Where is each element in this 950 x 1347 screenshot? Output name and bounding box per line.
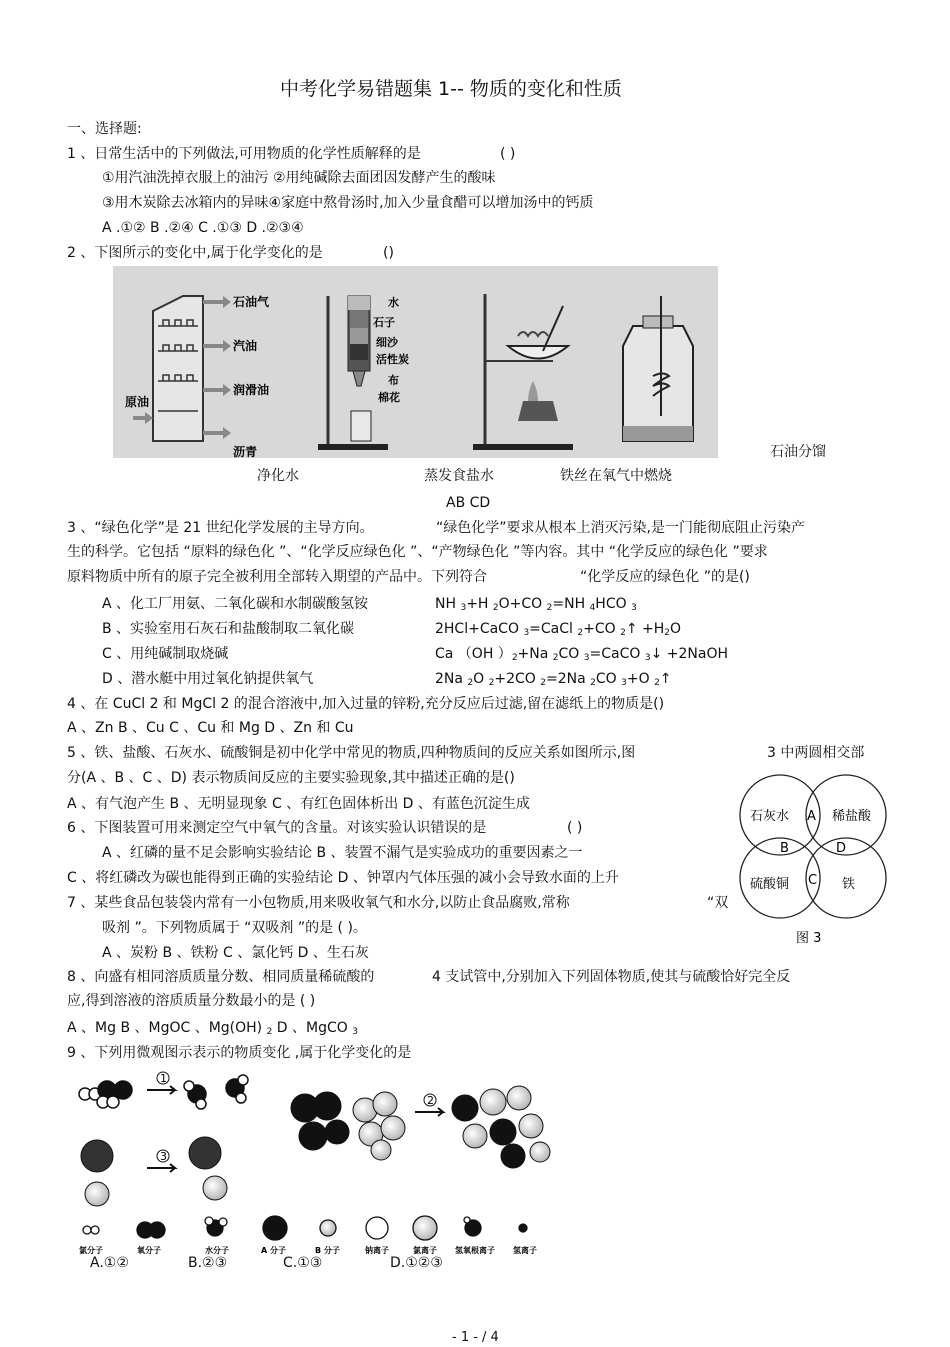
q9-option-c: C.①③ bbox=[283, 1255, 323, 1271]
q2-letters: AB CD bbox=[446, 495, 491, 511]
q9-figure bbox=[75, 1068, 555, 1278]
label-activated-carbon: 活性炭 bbox=[376, 353, 409, 366]
label-gasoline: 汽油 bbox=[233, 339, 258, 353]
q1-stem: 1 、日常生活中的下列做法,可用物质的化学性质解释的是 bbox=[67, 146, 421, 162]
venn-iron: 铁 bbox=[842, 877, 856, 892]
q3-option-b: B 、实验室用石灰石和盐酸制取二氧化碳 bbox=[102, 621, 355, 637]
legend-hydrogen-ion: 氢离子 bbox=[513, 1246, 537, 1255]
q2-stem: 2 、下图所示的变化中,属于化学变化的是 bbox=[67, 245, 323, 261]
q8-options-b: D 、MgCO bbox=[276, 1020, 348, 1036]
legend-water-molecule: 水分子 bbox=[205, 1246, 229, 1255]
q9-option-b: B.②③ bbox=[188, 1255, 228, 1271]
label-cotton: 棉花 bbox=[378, 391, 400, 404]
q4-options: A 、Zn B 、Cu C 、Cu 和 Mg D 、Zn 和 Cu bbox=[67, 720, 354, 736]
q8-options: A 、Mg B 、MgOC 、Mg(OH) $_2$ D 、MgCO $_3$ bbox=[67, 1020, 358, 1037]
q3-line1b: “绿色化学”要求从根本上消灭污染,是一门能彻底阻止污染产 bbox=[436, 520, 805, 536]
q2-caption-iron-burning: 铁丝在氧气中燃烧 bbox=[560, 468, 672, 484]
venn-caption: 图 3 bbox=[796, 931, 822, 946]
q3-line2: 生的科学。它包括 “原料的绿色化 ”、“化学反应绿色化 ”、“产物绿色化 ”等内容。其中 “化学反应的绿色化 ”要求 bbox=[67, 544, 768, 560]
q2-caption-water: 净化水 bbox=[257, 468, 299, 484]
q3-line3a: 原料物质中所有的原子完全被利用全部转入期望的产品中。下列符合 bbox=[67, 569, 487, 585]
q3-eq-d: 2Na $_2$O $_2$+2CO $_2$=2Na $_2$CO $_3$+O $_2$↑ bbox=[435, 671, 672, 688]
q9-option-a: A.①② bbox=[90, 1255, 129, 1271]
q3-option-a: A 、化工厂用氨、二氧化碳和水制碳酸氢铵 bbox=[102, 596, 369, 612]
label-cloth: 布 bbox=[388, 374, 399, 387]
q1-options: A .①② B .②④ C .①③ D .②③④ bbox=[102, 220, 304, 236]
q3-eq-b: 2HCl+CaCO $_3$=CaCl $_2$+CO $_2$↑ $+H_2O$ bbox=[435, 621, 682, 638]
legend-chloride-ion: 氯离子 bbox=[413, 1246, 437, 1255]
section-heading: 一、选择题: bbox=[67, 121, 142, 137]
q3-eq-c: Ca （OH ）$_2+Na$ $_2$CO $_3$=CaCO $_3$↓ +2NaOH bbox=[435, 646, 728, 663]
q8-options-a: A 、Mg B 、MgOC 、Mg(OH) bbox=[67, 1020, 263, 1036]
legend-sodium-ion: 钠离子 bbox=[365, 1246, 389, 1255]
label-water: 水 bbox=[388, 296, 399, 309]
q6-paren: ( ) bbox=[567, 820, 583, 836]
q8-line2: 应,得到溶液的溶质质量分数最小的是 ( ) bbox=[67, 993, 316, 1009]
legend-a-molecule: A 分子 bbox=[261, 1246, 286, 1255]
q5-venn-figure bbox=[738, 768, 913, 948]
label-fine-sand: 细沙 bbox=[376, 336, 398, 349]
label-crude-oil: 原油 bbox=[125, 395, 150, 409]
q7-options: A 、炭粉 B 、铁粉 C 、氯化钙 D 、生石灰 bbox=[102, 945, 369, 961]
q7-line1b: “双 bbox=[707, 895, 729, 911]
q6-options-ab: A 、红磷的量不足会影响实验结论 B 、装置不漏气是实验成功的重要因素之一 bbox=[102, 845, 583, 861]
label-lubricant: 润滑油 bbox=[233, 383, 270, 397]
legend-chlorine-molecule: 氯分子 bbox=[79, 1246, 103, 1255]
venn-part-a: A bbox=[807, 809, 816, 824]
q1-line2: ③用木炭除去冰箱内的异味④家庭中熬骨汤时,加入少量食醋可以增加汤中的钙质 bbox=[102, 195, 594, 211]
q2-figure bbox=[113, 266, 718, 458]
legend-b-molecule: B 分子 bbox=[315, 1246, 340, 1255]
venn-limewater: 石灰水 bbox=[750, 809, 790, 824]
venn-part-c: C bbox=[808, 873, 818, 888]
q5-options: A 、有气泡产生 B 、无明显现象 C 、有红色固体析出 D 、有蓝色沉淀生成 bbox=[67, 796, 530, 812]
q5-line1b: 3 中两圆相交部 bbox=[767, 745, 865, 761]
q6-stem: 6 、下图装置可用来测定空气中氧气的含量。对该实验认识错误的是 bbox=[67, 820, 487, 836]
venn-part-b: B bbox=[780, 841, 789, 856]
q5-line2: 分(A 、B 、C 、D) 表示物质间反应的主要实验现象,其中描述正确的是() bbox=[67, 770, 515, 786]
page-title: 中考化学易错题集 1-- 物质的变化和性质 bbox=[280, 78, 622, 100]
q4-stem: 4 、在 CuCl 2 和 MgCl 2 的混合溶液中,加入过量的锌粉,充分反应后过滤,留在滤纸上的物质是() bbox=[67, 696, 665, 712]
q3-eq-a: NH $_3$+H $_2$O+CO $_2$=NH $_4$HCO $_3$ bbox=[435, 596, 637, 613]
q7-line2: 吸剂 ”。下列物质属于 “双吸剂 ”的是 ( )。 bbox=[102, 920, 367, 936]
q8-line1b: 4 支试管中,分别加入下列固体物质,使其与硫酸恰好完全反 bbox=[432, 969, 791, 985]
q2-paren: () bbox=[383, 245, 394, 261]
q1-line1: ①用汽油洗掉衣服上的油污 ②用纯碱除去面团因发酵产生的酸味 bbox=[102, 170, 496, 186]
venn-hydrochloric-acid: 稀盐酸 bbox=[832, 809, 872, 824]
label-asphalt: 沥青 bbox=[233, 445, 258, 458]
svg-text:2: 2 bbox=[427, 1094, 434, 1107]
q8-line1a: 8 、向盛有相同溶质质量分数、相同质量稀硫酸的 bbox=[67, 969, 375, 985]
q3-option-d: D 、潜水艇中用过氧化钠提供氧气 bbox=[102, 671, 314, 687]
q7-line1: 7 、某些食品包装袋内常有一小包物质,用来吸收氧气和水分,以防止食品腐败,常称 bbox=[67, 895, 570, 911]
svg-text:1: 1 bbox=[160, 1072, 167, 1085]
legend-oxygen-molecule: 氧分子 bbox=[137, 1246, 161, 1255]
label-petroleum-gas: 石油气 bbox=[233, 295, 270, 309]
label-pebbles: 石子 bbox=[373, 316, 395, 329]
q9-stem: 9 、下列用微观图示表示的物质变化 ,属于化学变化的是 bbox=[67, 1045, 412, 1061]
q5-line1a: 5 、铁、盐酸、石灰水、硫酸铜是初中化学中常见的物质,四种物质间的反应关系如图所示,图 bbox=[67, 745, 636, 761]
q2-caption-distillation: 石油分馏 bbox=[770, 444, 826, 460]
q3-line1a: 3 、“绿色化学”是 21 世纪化学发展的主导方向。 bbox=[67, 520, 374, 536]
q3-line3b: “化学反应的绿色化 ”的是() bbox=[580, 569, 750, 585]
venn-copper-sulfate: 硫酸铜 bbox=[750, 877, 790, 892]
venn-part-d: D bbox=[836, 841, 847, 856]
legend-hydroxide-ion: 氢氧根离子 bbox=[455, 1246, 495, 1255]
svg-text:3: 3 bbox=[160, 1150, 167, 1163]
q3-option-c: C 、用纯碱制取烧碱 bbox=[102, 646, 229, 662]
page-number: - 1 - / 4 bbox=[452, 1330, 499, 1345]
q1-paren: ( ) bbox=[500, 146, 516, 162]
q9-option-d: D.①②③ bbox=[390, 1255, 443, 1271]
q6-options-cd: C 、将红磷改为碳也能得到正确的实验结论 D 、钟罩内气体压强的减小会导致水面的上升 bbox=[67, 870, 619, 886]
q2-caption-evaporation: 蒸发食盐水 bbox=[424, 468, 494, 484]
